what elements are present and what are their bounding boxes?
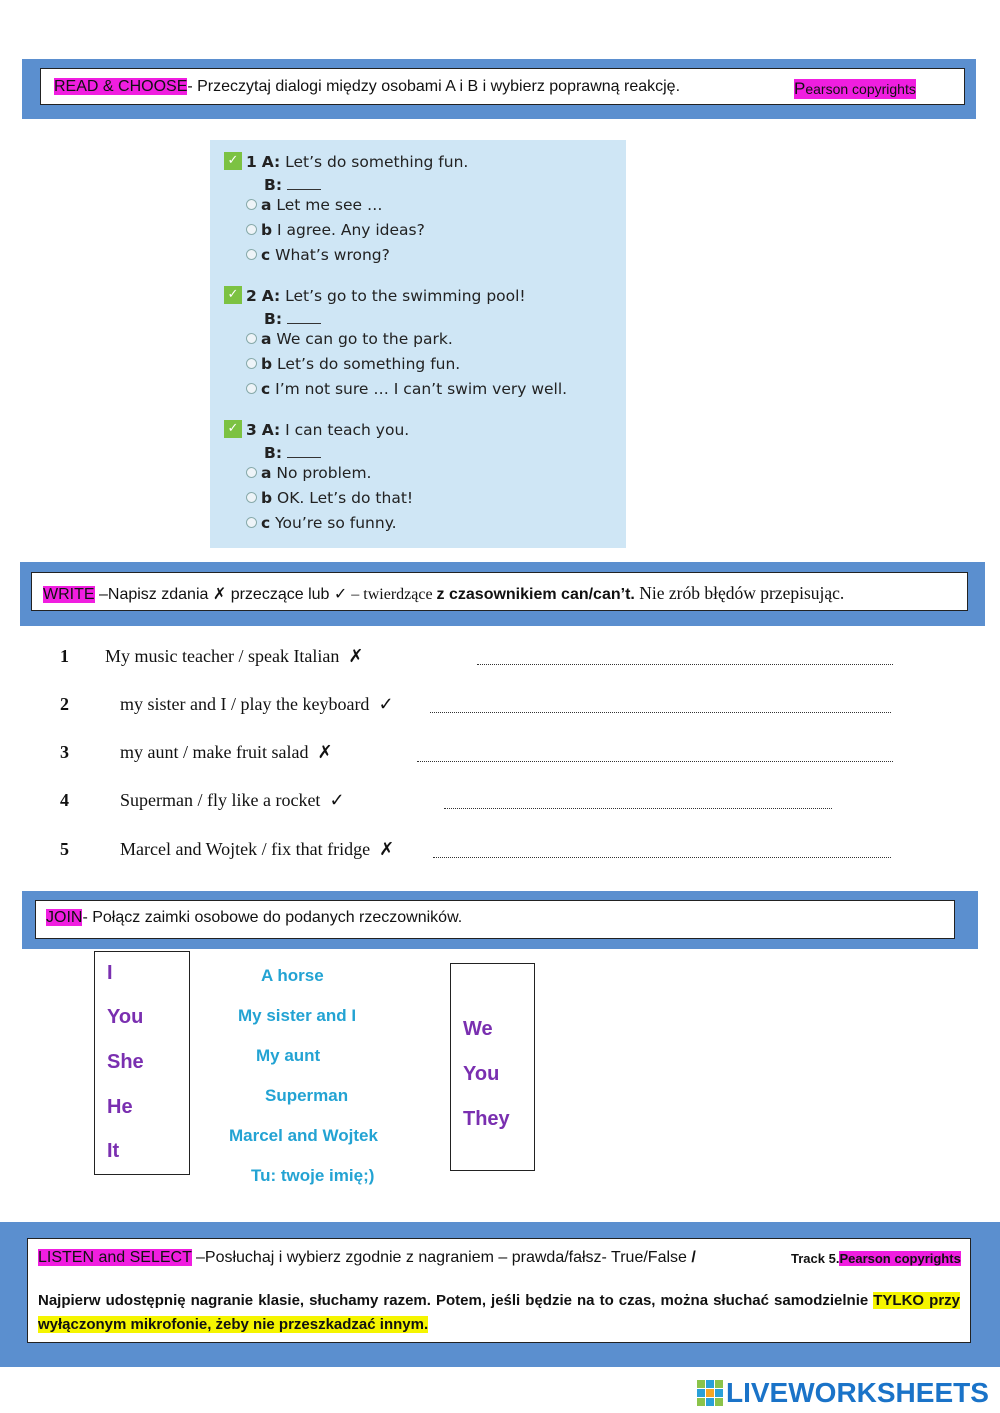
track-label	[791, 1251, 961, 1266]
option-text: What’s wrong?	[275, 246, 390, 264]
answer-option[interactable]	[246, 330, 453, 348]
liveworksheets-logo-icon	[697, 1380, 723, 1406]
option-text: Let’s do something fun.	[277, 355, 461, 373]
dialog-question	[224, 286, 526, 306]
write-item-text: Superman / fly like a rocket	[120, 790, 321, 810]
pronoun-item[interactable]: We	[463, 1018, 493, 1040]
pronoun-item[interactable]: He	[107, 1096, 133, 1118]
option-letter: b	[261, 489, 273, 507]
track-number: Track 5.	[791, 1251, 840, 1266]
dialog-question	[224, 420, 409, 440]
radio-icon[interactable]	[246, 467, 257, 478]
pronoun-item[interactable]: They	[463, 1108, 510, 1130]
listen-slash: /	[691, 1249, 696, 1266]
option-text: We can go to the park.	[276, 330, 453, 348]
option-letter: b	[261, 221, 273, 239]
copyright-initial: P	[794, 79, 806, 98]
listen-note-text: Najpierw udostępnię nagranie klasie, słuchamy razem. Potem, jeśli będzie na to czas, można słuchać samodzielnie	[38, 1292, 874, 1309]
answer-option[interactable]	[246, 489, 413, 507]
write-item-prompt	[120, 790, 345, 811]
option-text: OK. Let’s do that!	[277, 489, 414, 507]
radio-icon[interactable]	[246, 358, 257, 369]
tick-mark-icon: ✓	[378, 694, 394, 714]
speaker-a-label: A:	[261, 287, 281, 305]
answer-blank	[287, 310, 321, 324]
write-instruction	[43, 583, 844, 604]
option-letter: c	[261, 514, 271, 532]
write-header-box	[31, 572, 968, 611]
speaker-a-label: A:	[261, 421, 281, 439]
join-tag: JOIN	[46, 909, 83, 926]
option-letter: a	[261, 196, 272, 214]
radio-icon[interactable]	[246, 249, 257, 260]
speaker-b-label: B:	[264, 310, 283, 328]
noun-item[interactable]: Superman	[265, 1086, 349, 1105]
speaker-b-line	[264, 310, 321, 328]
write-item-number: 4	[60, 790, 69, 810]
answer-line[interactable]	[433, 857, 891, 858]
speaker-a-text: Let’s go to the swimming pool!	[285, 287, 526, 305]
write-tag: WRITE	[43, 586, 95, 603]
speaker-b-line	[264, 176, 321, 194]
dialog-number: 3	[246, 421, 257, 439]
listen-instruction-text: –Posłuchaj i wybierz zgodnie z nagraniem – prawda/fałsz- True/False	[191, 1249, 692, 1266]
write-instruction-part2: przeczące lub	[226, 586, 334, 603]
join-header-band	[22, 891, 978, 949]
speaker-a-text: Let’s do something fun.	[285, 153, 469, 171]
radio-icon[interactable]	[246, 333, 257, 344]
pronoun-item[interactable]: She	[107, 1051, 144, 1073]
dialog-number: 1	[246, 153, 257, 171]
write-item-number: 1	[60, 646, 69, 666]
write-header-band	[20, 562, 985, 626]
option-letter: c	[261, 380, 271, 398]
liveworksheets-logo[interactable]	[697, 1377, 989, 1409]
listen-tag: LISTEN and SELECT	[38, 1249, 192, 1266]
option-text: No problem.	[276, 464, 372, 482]
cross-mark-icon: ✗	[348, 646, 364, 666]
listen-instruction	[38, 1249, 696, 1267]
write-item-prompt	[120, 839, 394, 860]
join-header-box	[35, 900, 955, 939]
pronoun-item[interactable]: You	[107, 1006, 144, 1028]
write-instruction-part4: Nie zrób błędów przepisując.	[634, 583, 845, 603]
answer-option[interactable]	[246, 464, 371, 482]
listen-header-box	[27, 1238, 971, 1343]
read-choose-tag: READ & CHOOSE	[54, 78, 188, 95]
option-text: Let me see …	[276, 196, 383, 214]
write-item-prompt	[120, 694, 394, 715]
option-letter: a	[261, 464, 272, 482]
checkbox-check-icon[interactable]: ✓	[224, 286, 242, 304]
option-text: I agree. Any ideas?	[277, 221, 425, 239]
cross-mark-icon: ✗	[379, 839, 395, 859]
radio-icon[interactable]	[246, 199, 257, 210]
answer-option[interactable]	[246, 246, 390, 264]
answer-line[interactable]	[417, 761, 893, 762]
option-text: I’m not sure … I can’t swim very well.	[275, 380, 568, 398]
radio-icon[interactable]	[246, 224, 257, 235]
tick-mark-icon: ✓	[329, 790, 345, 810]
dialog-panel	[210, 140, 626, 548]
write-instruction-bold: z czasownikiem can/can’t.	[436, 586, 635, 603]
logo-text: LIVEWORKSHEETS	[726, 1377, 989, 1408]
pronoun-item[interactable]: It	[107, 1140, 120, 1162]
answer-option[interactable]	[246, 196, 382, 214]
pronoun-item[interactable]: You	[463, 1063, 500, 1085]
answer-line[interactable]	[444, 808, 832, 809]
read-choose-header-band	[22, 59, 976, 119]
cross-mark-icon: ✗	[212, 586, 227, 603]
copyright-label	[794, 79, 916, 99]
radio-icon[interactable]	[246, 517, 257, 528]
listen-copyright: Pearson copyrights	[839, 1251, 961, 1266]
noun-item[interactable]: My sister and I	[238, 1006, 357, 1025]
noun-item[interactable]: Marcel and Wojtek	[229, 1126, 378, 1145]
answer-option[interactable]	[246, 380, 567, 398]
speaker-b-label: B:	[264, 176, 283, 194]
read-choose-header-box	[40, 68, 965, 105]
answer-option[interactable]	[246, 221, 425, 239]
answer-blank	[287, 444, 321, 458]
checkbox-check-icon[interactable]: ✓	[224, 152, 242, 170]
write-item-number: 5	[60, 839, 69, 859]
noun-item[interactable]: My aunt	[256, 1046, 321, 1065]
answer-option[interactable]	[246, 514, 397, 532]
listen-note	[38, 1289, 960, 1337]
option-letter: b	[261, 355, 273, 373]
dialog-question	[224, 152, 468, 172]
listen-note-highlight: TYLKO przy wyłączonym mikrofonie, żeby nie przeszkadzać innym.	[38, 1292, 960, 1333]
answer-blank	[287, 176, 321, 190]
write-item-text: Marcel and Wojtek / fix that fridge	[120, 839, 371, 859]
write-item-text: My music teacher / speak Italian	[105, 646, 340, 666]
answer-line[interactable]	[477, 664, 893, 665]
dialog-number: 2	[246, 287, 257, 305]
noun-item[interactable]: Tu: twoje imię;)	[251, 1166, 375, 1185]
join-instruction-text: - Połącz zaimki osobowe do podanych rzeczowników.	[82, 909, 463, 926]
radio-icon[interactable]	[246, 492, 257, 503]
read-choose-instruction	[54, 78, 680, 96]
write-item-prompt	[120, 742, 333, 763]
write-item-prompt	[105, 646, 364, 667]
write-item-text: my aunt / make fruit salad	[120, 742, 309, 762]
copyright-rest: earson copyrights	[805, 81, 916, 97]
write-item-number: 3	[60, 742, 69, 762]
speaker-b-label: B:	[264, 444, 283, 462]
listen-header-band	[0, 1222, 1000, 1367]
answer-line[interactable]	[430, 712, 891, 713]
option-letter: c	[261, 246, 271, 264]
option-letter: a	[261, 330, 272, 348]
speaker-a-label: A:	[261, 153, 281, 171]
join-instruction	[46, 909, 462, 927]
tick-mark-icon: ✓	[333, 586, 348, 603]
option-text: You’re so funny.	[275, 514, 397, 532]
write-item-number: 2	[60, 694, 69, 714]
speaker-b-line	[264, 444, 321, 462]
speaker-a-text: I can teach you.	[285, 421, 410, 439]
radio-icon[interactable]	[246, 383, 257, 394]
pronoun-item[interactable]: I	[107, 962, 113, 984]
answer-option[interactable]	[246, 355, 460, 373]
checkbox-check-icon[interactable]: ✓	[224, 420, 242, 438]
write-instruction-part3: – twierdzące	[347, 586, 437, 603]
noun-item[interactable]: A horse	[261, 966, 324, 985]
write-item-text: my sister and I / play the keyboard	[120, 694, 370, 714]
cross-mark-icon: ✗	[317, 742, 333, 762]
read-choose-instruction-text: - Przeczytaj dialogi między osobami A i B i wybierz poprawną reakcję.	[187, 78, 681, 95]
write-instruction-part1: –Napisz zdania	[94, 586, 213, 603]
